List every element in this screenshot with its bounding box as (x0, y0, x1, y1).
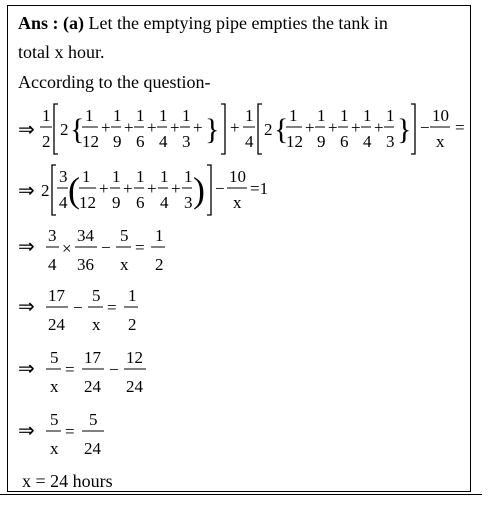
svg-text:+: + (374, 118, 384, 137)
svg-text:1: 1 (245, 106, 254, 125)
equation-step-3 (18, 226, 218, 278)
svg-text:2: 2 (264, 120, 273, 139)
intro-line-3: According to the question- (18, 72, 211, 92)
svg-text:3: 3 (386, 132, 395, 151)
svg-text:1: 1 (182, 106, 191, 125)
svg-text:1: 1 (42, 106, 51, 125)
svg-text:1: 1 (112, 167, 121, 186)
svg-text:1: 1 (136, 167, 145, 186)
svg-text:x: x (50, 377, 59, 396)
svg-text:x: x (92, 315, 101, 334)
svg-text:1: 1 (155, 226, 164, 245)
svg-text:2: 2 (41, 181, 50, 200)
svg-text:{: { (274, 113, 289, 146)
svg-text:1: 1 (128, 286, 137, 305)
svg-text:1: 1 (386, 106, 395, 125)
svg-text:5: 5 (89, 410, 98, 429)
svg-text:=: = (65, 422, 75, 441)
svg-text:1: 1 (184, 167, 193, 186)
svg-text:6: 6 (340, 132, 349, 151)
svg-text:9: 9 (317, 132, 326, 151)
svg-text:34: 34 (77, 226, 94, 245)
svg-text:3: 3 (59, 167, 68, 186)
svg-text:−: − (73, 298, 83, 317)
svg-text:12: 12 (79, 193, 96, 212)
svg-text:−: − (109, 360, 119, 379)
svg-text:+: + (147, 179, 157, 198)
svg-text:(: ( (68, 170, 80, 210)
svg-text:}: } (205, 113, 220, 146)
svg-text:x: x (120, 255, 129, 274)
svg-text:1: 1 (363, 106, 372, 125)
svg-text:4: 4 (363, 132, 372, 151)
equation-step-2 (18, 162, 318, 220)
svg-text:=: = (107, 298, 117, 317)
svg-text:36: 36 (77, 255, 94, 274)
answer-label: Ans : (a) (18, 13, 84, 33)
svg-text:}: } (397, 113, 412, 146)
svg-text:=1: =1 (250, 179, 269, 198)
svg-text:24: 24 (126, 377, 143, 396)
svg-text:=: = (135, 238, 145, 257)
equation-step-5-svg (18, 348, 178, 400)
svg-text:x: x (436, 132, 445, 151)
svg-text:1: 1 (82, 167, 91, 186)
final-answer: x = 24 hours (22, 471, 113, 491)
svg-text:−: − (215, 179, 225, 198)
svg-text:2: 2 (128, 315, 137, 334)
svg-text:⇒: ⇒ (18, 119, 35, 141)
svg-text:+: + (171, 179, 181, 198)
svg-text:12: 12 (286, 132, 303, 151)
svg-text:x: x (50, 439, 59, 458)
svg-text:+: + (123, 179, 133, 198)
svg-text:5: 5 (92, 286, 101, 305)
svg-text:−: − (420, 118, 430, 137)
answer-box (7, 5, 471, 492)
equation-step-6 (18, 410, 138, 462)
svg-text:1: 1 (289, 106, 298, 125)
svg-text:1: 1 (340, 106, 349, 125)
svg-text:+: + (101, 118, 111, 137)
svg-text:1: 1 (317, 106, 326, 125)
svg-text:{: { (70, 113, 85, 146)
equation-step-1-svg (18, 101, 473, 159)
svg-text:+: + (230, 118, 240, 137)
svg-text:1: 1 (113, 106, 122, 125)
svg-text:4: 4 (159, 132, 168, 151)
svg-text:4: 4 (59, 193, 68, 212)
svg-text:=: = (65, 360, 75, 379)
svg-text:2: 2 (155, 255, 164, 274)
svg-text:+: + (351, 118, 361, 137)
bottom-divider (0, 494, 482, 495)
svg-text:+: + (193, 118, 203, 137)
svg-text:17: 17 (48, 286, 65, 305)
svg-text:1: 1 (160, 167, 169, 186)
equation-step-3-svg (18, 226, 218, 278)
svg-text:6: 6 (136, 193, 145, 212)
intro-line-1: Let the emptying pipe empties the tank in (88, 13, 388, 33)
svg-text:3: 3 (48, 226, 57, 245)
svg-text:+: + (328, 118, 338, 137)
svg-text:12: 12 (126, 348, 143, 367)
svg-text:5: 5 (50, 348, 59, 367)
svg-text:⇒: ⇒ (18, 296, 35, 318)
svg-text:3: 3 (184, 193, 193, 212)
svg-text:4: 4 (245, 132, 254, 151)
svg-text:24: 24 (84, 377, 101, 396)
svg-text:1: 1 (85, 106, 94, 125)
equation-step-5 (18, 348, 178, 400)
svg-text:10: 10 (229, 167, 246, 186)
svg-text:4: 4 (48, 255, 57, 274)
equation-step-4-svg (18, 286, 178, 338)
svg-text:): ) (193, 170, 205, 210)
svg-text:5: 5 (50, 410, 59, 429)
svg-text:⇒: ⇒ (18, 180, 35, 202)
equation-step-1 (18, 101, 473, 159)
equation-step-4 (18, 286, 178, 338)
equation-step-2-svg (18, 162, 318, 220)
svg-text:1: 1 (159, 106, 168, 125)
svg-text:2: 2 (60, 120, 69, 139)
svg-text:×: × (62, 239, 72, 258)
svg-text:3: 3 (182, 132, 191, 151)
svg-text:+: + (147, 118, 157, 137)
svg-text:24: 24 (84, 439, 101, 458)
svg-text:12: 12 (82, 132, 99, 151)
svg-text:1: 1 (136, 106, 145, 125)
svg-text:6: 6 (136, 132, 145, 151)
svg-text:+: + (99, 179, 109, 198)
svg-text:4: 4 (160, 193, 169, 212)
svg-text:2: 2 (42, 132, 51, 151)
intro-line-2: total x hour. (18, 42, 105, 62)
answer-heading (18, 13, 388, 34)
svg-text:⇒: ⇒ (18, 236, 35, 258)
svg-text:⇒: ⇒ (18, 358, 35, 380)
svg-text:+: + (305, 118, 315, 137)
svg-text:+: + (124, 118, 134, 137)
svg-text:=: = (455, 118, 465, 137)
equation-step-6-svg (18, 410, 138, 462)
svg-text:−: − (101, 238, 111, 257)
svg-text:x: x (233, 193, 242, 212)
svg-text:9: 9 (112, 193, 121, 212)
svg-text:9: 9 (113, 132, 122, 151)
svg-text:+: + (170, 118, 180, 137)
svg-text:10: 10 (432, 106, 449, 125)
svg-text:24: 24 (48, 315, 65, 334)
svg-text:5: 5 (120, 226, 129, 245)
svg-text:⇒: ⇒ (18, 420, 35, 442)
svg-text:17: 17 (84, 348, 101, 367)
